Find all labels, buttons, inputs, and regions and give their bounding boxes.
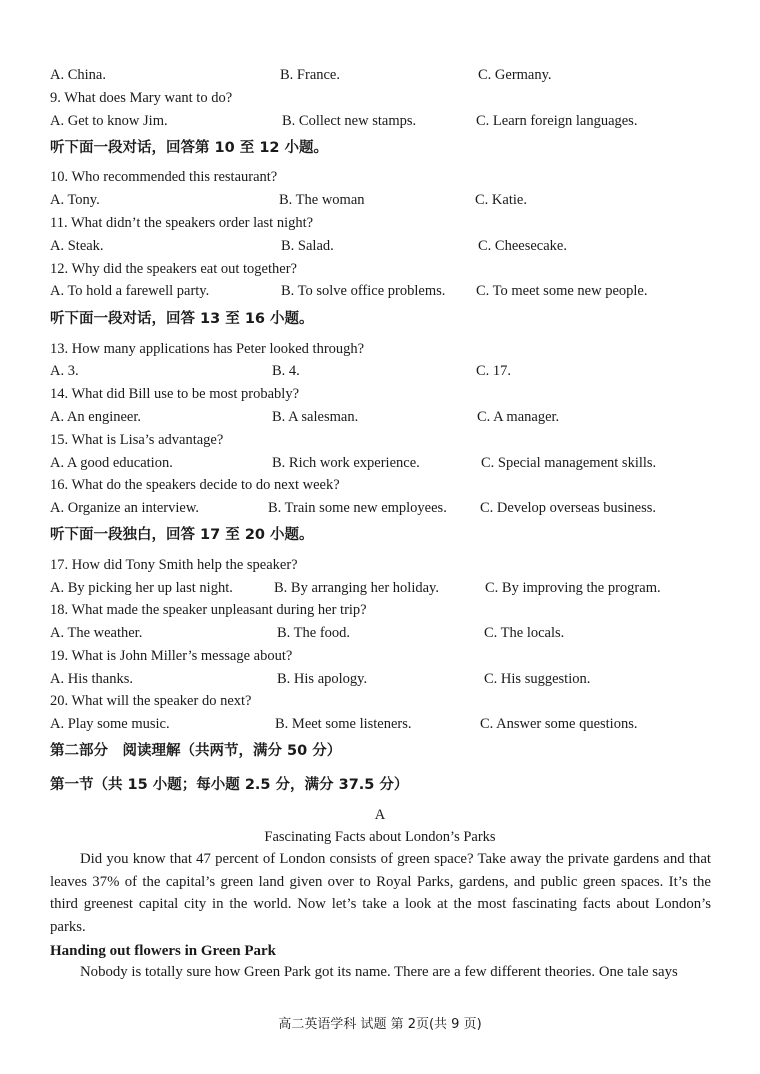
q16-option-b: B. Train some new employees. [268,500,447,516]
q11-option-b: B. Salad. [281,238,334,254]
q14-option-c: C. A manager. [477,409,560,425]
q19-option-b: B. His apology. [277,671,368,687]
page-footer: 高二英语学科 试题 第 2页(共 9 页) [278,1017,482,1032]
part2-heading: 第二部分 阅读理解（共两节，满分 50 分） [50,743,342,759]
section-heading-13-16: 听下面一段对话，回答 13 至 16 小题。 [50,311,314,327]
q11-question: 11. What didn’t the speakers order last night? [50,215,314,231]
q20-option-c: C. Answer some questions. [480,716,638,732]
q20-option-b: B. Meet some listeners. [275,716,412,732]
q9-question: 9. What does Mary want to do? [50,90,233,106]
q14-question: 14. What did Bill use to be most probably? [50,386,300,402]
q12-option-a: A. To hold a farewell party. [50,283,210,299]
q9-option-a: A. Get to know Jim. [50,113,168,129]
q13-option-b: B. 4. [272,363,300,379]
q19-option-a: A. His thanks. [50,671,133,687]
q14-option-b: B. A salesman. [272,409,359,425]
q8-option-c: C. Germany. [478,67,552,83]
q10-option-c: C. Katie. [475,192,527,208]
q18-option-a: A. The weather. [50,625,143,641]
q12-option-b: B. To solve office problems. [281,283,446,299]
q18-question: 18. What made the speaker unpleasant during her trip? [50,602,367,618]
q13-option-c: C. 17. [476,363,512,379]
q17-option-c: C. By improving the program. [485,580,661,596]
q20-question: 20. What will the speaker do next? [50,693,252,709]
q12-option-c: C. To meet some new people. [476,283,648,299]
q10-option-b: B. The woman [279,192,365,208]
q15-option-a: A. A good education. [50,455,173,471]
passage-letter: A [374,807,386,823]
q19-option-c: C. His suggestion. [484,671,591,687]
q16-option-c: C. Develop overseas business. [480,500,656,516]
q8-option-b: B. France. [280,67,340,83]
q10-question: 10. Who recommended this restaurant? [50,169,278,185]
q8-option-a: A. China. [50,67,106,83]
q19-question: 19. What is John Miller’s message about? [50,648,293,664]
q16-option-a: A. Organize an interview. [50,500,199,516]
passage-title: Fascinating Facts about London’s Parks [264,829,496,845]
q16-question: 16. What do the speakers decide to do next week? [50,477,340,493]
passage-subheading: Handing out flowers in Green Park [50,943,276,959]
q18-option-c: C. The locals. [484,625,565,641]
q17-question: 17. How did Tony Smith help the speaker? [50,557,298,573]
passage-paragraph-2: Nobody is totally sure how Green Park got its name. There are a few different theories. One tale says [80,964,678,980]
q11-option-a: A. Steak. [50,238,104,254]
section-heading-10-12: 听下面一段对话，回答第 10 至 12 小题。 [50,140,329,156]
q15-question: 15. What is Lisa’s advantage? [50,432,224,448]
section-heading-17-20: 听下面一段独白，回答 17 至 20 小题。 [50,527,314,543]
q17-option-b: B. By arranging her holiday. [274,580,439,596]
q10-option-a: A. Tony. [50,192,100,208]
q13-option-a: A. 3. [50,363,79,379]
q13-question: 13. How many applications has Peter looked through? [50,341,365,357]
q18-option-b: B. The food. [277,625,351,641]
q15-option-c: C. Special management skills. [481,455,657,471]
q11-option-c: C. Cheesecake. [478,238,567,254]
q14-option-a: A. An engineer. [50,409,142,425]
passage-paragraph-1: Did you know that 47 percent of London consists of green space? Take away the private gardens and that leaves 37% of the capital’s green land given over to Royal Parks, gardens, and public green spaces. It’s the third greenest capital city in the world. Now let’s take a look at the most fascinating facts about London’s parks. [50,851,711,935]
q17-option-a: A. By picking her up last night. [50,580,233,596]
q15-option-b: B. Rich work experience. [272,455,420,471]
q20-option-a: A. Play some music. [50,716,170,732]
section1-heading: 第一节（共 15 小题；每小题 2.5 分，满分 37.5 分） [50,777,409,793]
q9-option-c: C. Learn foreign languages. [476,113,638,129]
q12-question: 12. Why did the speakers eat out together? [50,261,297,277]
q9-option-b: B. Collect new stamps. [282,113,417,129]
